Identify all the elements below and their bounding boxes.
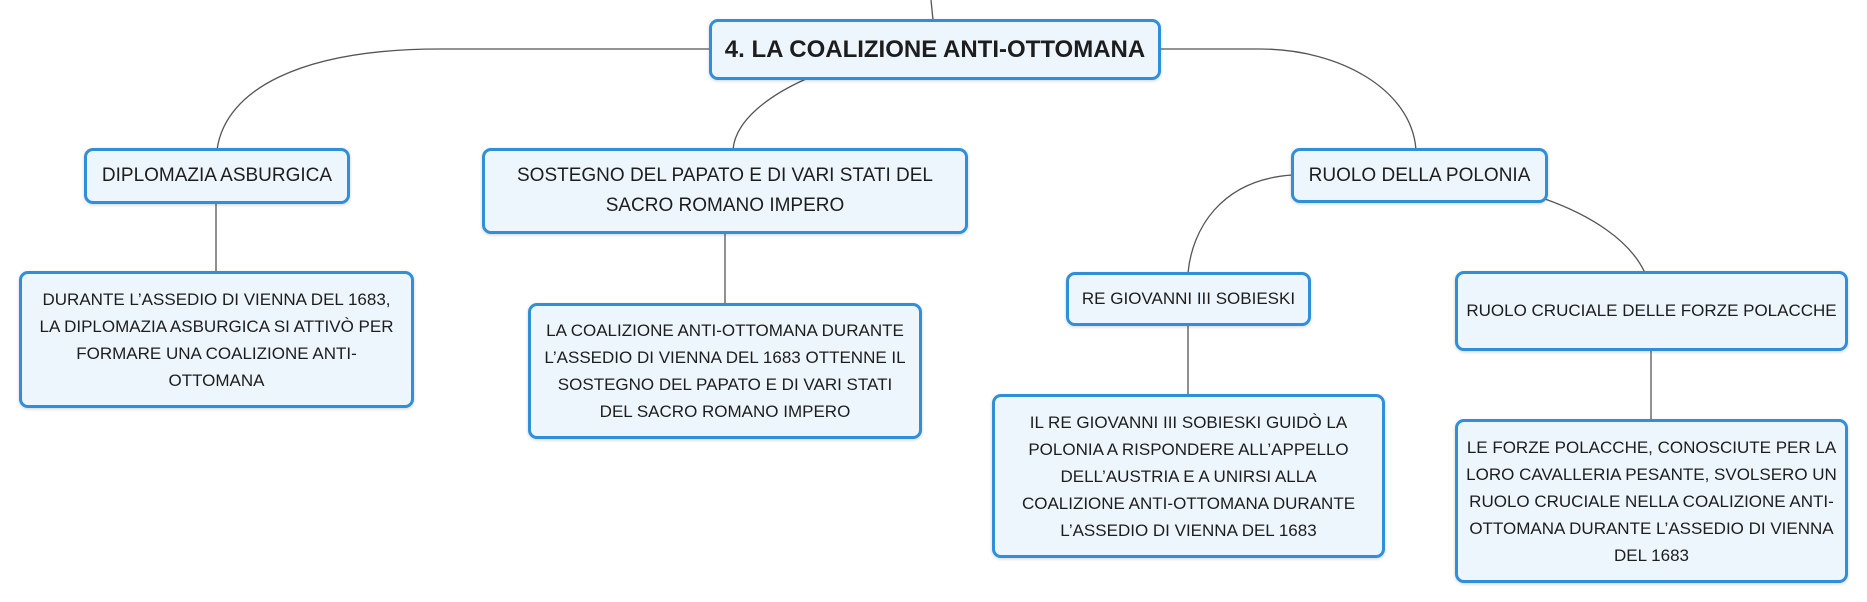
root-topic-label: 4. LA COALIZIONE ANTI-OTTOMANA [724, 35, 1146, 63]
detail-sostegno-papato[interactable] [528, 303, 922, 439]
topic-ruolo-polonia-label: RUOLO DELLA POLONIA [1308, 164, 1531, 186]
detail-forze-polacche[interactable] [1455, 419, 1848, 583]
topic-re-giovanni-sobieski-label: RE GIOVANNI III SOBIESKI [1081, 289, 1296, 308]
topic-diplomazia-asburgica-label: DIPLOMAZIA ASBURGICA [101, 165, 333, 186]
topic-ruolo-polonia[interactable] [1291, 148, 1548, 203]
detail-forze-polacche-text: LE FORZE POLACCHE, CONOSCIUTE PER LA LORO CAVALLERIA PESANTE, SVOLSERO UN RUOLO CRUCIALE NELLA COALIZIONE ANTI-OTTOMANA DURANTE L’ASSEDIO DI VIENNA DEL 1683 [1466, 437, 1837, 565]
topic-forze-polacche-label: RUOLO CRUCIALE DELLE FORZE POLACCHE [1466, 301, 1837, 320]
detail-diplomazia-asburgica[interactable] [19, 271, 414, 408]
connector-root-to-diplomazia [217, 49, 710, 150]
topic-sostegno-papato[interactable] [482, 148, 968, 234]
topic-re-giovanni-sobieski[interactable] [1066, 272, 1311, 326]
topic-diplomazia-asburgica[interactable] [84, 148, 350, 204]
connector-parent-to-root [931, 0, 933, 20]
detail-diplomazia-asburgica-text: DURANTE L’ASSEDIO DI VIENNA DEL 1683, LA DIPLOMAZIA ASBURGICA SI ATTIVÒ PER FORMARE UNA COALIZIONE ANTI-OTTOMANA [39, 289, 394, 390]
connector-polonia-to-forze [1545, 199, 1645, 273]
detail-re-giovanni-sobieski-text: IL RE GIOVANNI III SOBIESKI GUIDÒ LA POLONIA A RISPONDERE ALL’APPELLO DELL’AUSTRIA E A UNIRSI ALLA COALIZIONE ANTI-OTTOMANA DURANTE L’ASSEDIO DI VIENNA DEL 1683 [1021, 412, 1356, 540]
connector-polonia-to-sobieski [1188, 175, 1292, 273]
topic-sostegno-papato-label: SOSTEGNO DEL PAPATO E DI VARI STATI DEL SACRO ROMANO IMPERO [517, 165, 933, 216]
connector-root-to-sostegno [733, 79, 806, 150]
root-topic[interactable] [709, 19, 1161, 80]
connector-root-to-polonia [1160, 49, 1416, 150]
detail-re-giovanni-sobieski[interactable] [992, 394, 1385, 558]
detail-sostegno-papato-text: LA COALIZIONE ANTI-OTTOMANA DURANTE L’ASSEDIO DI VIENNA DEL 1683 OTTENNE IL SOSTEGNO DEL PAPATO E DI VARI STATI DEL SACRO ROMANO IMPERO [544, 321, 906, 421]
topic-forze-polacche[interactable] [1455, 271, 1848, 351]
